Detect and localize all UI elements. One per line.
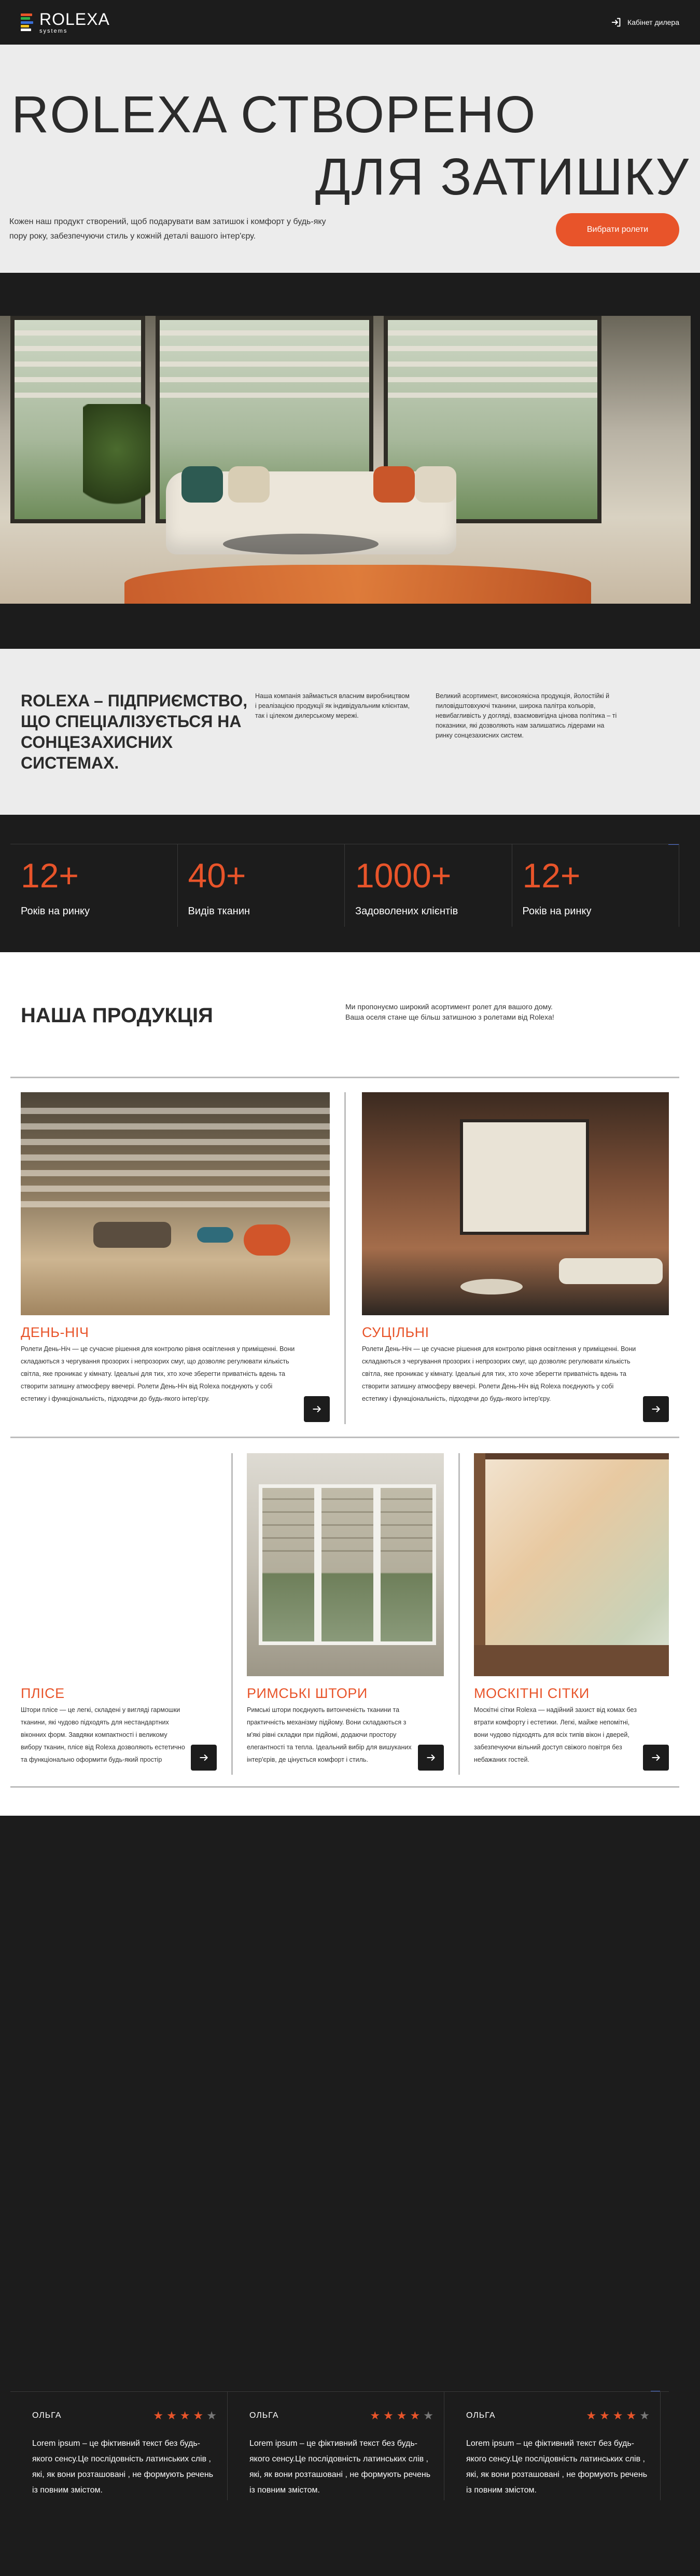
product-image bbox=[474, 1453, 669, 1676]
choose-blinds-button[interactable]: Вибрати ролети bbox=[556, 213, 679, 246]
about-text-column-1: Наша компанія займається власним виробництвом і реалізацією продукції як індивідуальним клієнтам, так і цілеком дилерському мережі. bbox=[255, 692, 410, 719]
review-card bbox=[444, 2391, 661, 2500]
star-icon: ★ bbox=[179, 2409, 190, 2422]
photo-coffee-table bbox=[223, 534, 379, 554]
dark-section bbox=[0, 1816, 700, 2391]
living-room-photo bbox=[0, 316, 691, 604]
arrow-right-icon bbox=[199, 1752, 209, 1763]
hero-photo-band bbox=[0, 273, 700, 649]
stat-label: Видів тканин bbox=[188, 906, 250, 917]
product-arrow-button[interactable] bbox=[191, 1745, 217, 1771]
stat-label: Задоволених клієнтів bbox=[355, 906, 458, 917]
product-arrow-button[interactable] bbox=[418, 1745, 444, 1771]
product-title: ДЕНЬ-НІЧ bbox=[21, 1325, 89, 1340]
star-icon: ★ bbox=[423, 2409, 433, 2422]
stat-item bbox=[512, 844, 680, 927]
star-icon: ★ bbox=[410, 2409, 421, 2422]
review-author: ОЛЬГА bbox=[249, 2411, 279, 2420]
divider-accent bbox=[668, 844, 679, 845]
stat-value: 12+ bbox=[21, 856, 79, 895]
product-description: Римські штори поєднують витонченість тканини та практичність механізму підйому. Вони складаються з м'які рівні складки при підйомі, додаючи простору елегантності та тепла. Ідеальний вибір для вишуканих інтер'єрів, де цінується комфорт і стиль. bbox=[247, 1706, 412, 1763]
stat-value: 1000+ bbox=[355, 856, 452, 895]
star-icon: ★ bbox=[626, 2409, 637, 2422]
product-title: ПЛІСЕ bbox=[21, 1686, 65, 1701]
stats-section bbox=[0, 815, 700, 952]
arrow-right-icon bbox=[426, 1752, 436, 1763]
star-icon: ★ bbox=[586, 2409, 597, 2422]
logo[interactable] bbox=[21, 11, 110, 34]
logo-subtitle: systems bbox=[39, 27, 68, 34]
section-divider bbox=[10, 1077, 679, 1078]
site-header bbox=[0, 0, 700, 45]
logo-name: ROLEXA bbox=[39, 9, 110, 29]
star-icon: ★ bbox=[206, 2409, 217, 2422]
dealer-cabinet-link[interactable] bbox=[611, 17, 679, 28]
product-card-roman[interactable] bbox=[247, 1453, 444, 1775]
product-arrow-button[interactable] bbox=[643, 1745, 669, 1771]
product-title: СУЦІЛЬНІ bbox=[362, 1325, 429, 1340]
review-text: Lorem ipsum – це фіктивний текст без будь-якого сенсу.Це послідовність латинських слів , які, як вони розташовані , не формують речень із повним змістом. bbox=[249, 2439, 431, 2495]
about-text-column-2: Великий асортимент, високоякісна продукція, йолостійкі й пиловідштовхуючі тканини, широка палітра кольорів, невибагливість у догляді, взаємовигідна цінова політика – ті показники, які дозволяють нам залишатись лідерами на ринку сонцезахисних систем. bbox=[436, 692, 617, 739]
card-divider bbox=[458, 1453, 460, 1775]
stat-item bbox=[177, 844, 345, 927]
about-section bbox=[0, 649, 700, 815]
review-text: Lorem ipsum – це фіктивний текст без будь-якого сенсу.Це послідовність латинських слів , які, як вони розташовані , не формують речень із повним змістом. bbox=[32, 2439, 214, 2495]
dealer-cabinet-label: Кабінет дилера bbox=[627, 18, 679, 26]
stat-item bbox=[344, 844, 512, 927]
logo-mark-icon bbox=[21, 13, 34, 31]
review-author: ОЛЬГА bbox=[466, 2411, 496, 2420]
product-card-solid[interactable] bbox=[362, 1092, 669, 1424]
product-image bbox=[362, 1092, 669, 1315]
star-icon: ★ bbox=[383, 2409, 394, 2422]
section-divider bbox=[10, 1437, 679, 1438]
products-title: НАША ПРОДУКЦІЯ bbox=[21, 1004, 213, 1027]
arrow-right-icon bbox=[312, 1404, 322, 1414]
star-icon: ★ bbox=[370, 2409, 381, 2422]
review-card bbox=[10, 2391, 227, 2500]
arrow-right-icon bbox=[651, 1752, 661, 1763]
star-icon: ★ bbox=[153, 2409, 164, 2422]
product-image bbox=[21, 1092, 330, 1315]
star-icon: ★ bbox=[639, 2409, 650, 2422]
card-divider bbox=[344, 1092, 346, 1424]
stat-label: Років на ринку bbox=[21, 906, 90, 917]
product-card-mosquito-net[interactable] bbox=[474, 1453, 669, 1775]
hero-section bbox=[0, 45, 700, 273]
hero-title-line-1: ROLEXA СТВОРЕНО bbox=[11, 86, 537, 144]
rating-stars bbox=[153, 2410, 217, 2421]
star-icon: ★ bbox=[612, 2409, 623, 2422]
product-description: Ролети День-Ніч — це сучасне рішення для контролю рівня освітлення у приміщенні. Вони складаються з чергування прозорих і непрозорих смуг, що дозволяє регулювати кількість світла, яке проникає у кімнату. Ідеальні для тих, хто хоче зберегти приватність вдень та створити затишну атмосферу ввечері. Ролети День-Ніч від Rolexa поєднують у собі естетику і функціональність, підходячи до будь-якого інтер'єру. bbox=[362, 1345, 636, 1402]
login-arrow-icon bbox=[611, 17, 622, 28]
hero-description: Кожен наш продукт створений, щоб подарувати вам затишок і комфорт у будь-яку пору року, забезпечуючи стиль у кожній деталі вашого інтер'єру. bbox=[9, 217, 326, 241]
review-text: Lorem ipsum – це фіктивний текст без будь-якого сенсу.Це послідовність латинських слів , які, як вони розташовані , не формують речень із повним змістом. bbox=[466, 2439, 648, 2495]
photo-rug bbox=[124, 565, 591, 604]
hero-title-line-2: ДЛЯ ЗАТИШКУ bbox=[315, 148, 690, 206]
review-author: ОЛЬГА bbox=[32, 2411, 62, 2420]
star-icon: ★ bbox=[396, 2409, 407, 2422]
products-section bbox=[0, 952, 700, 1816]
product-description: Москітні сітки Rolexa — надійний захист від комах без втрати комфорту і естетики. Легкі, майже непомітні, вони чудово підходять для всіх типів вікон і дверей, забезпечуючи вільний доступ свіжого повітря без небажаних гостей. bbox=[474, 1706, 637, 1763]
stat-label: Років на ринку bbox=[522, 906, 592, 917]
star-icon: ★ bbox=[166, 2409, 177, 2422]
photo-plant bbox=[83, 404, 150, 518]
about-title: ROLEXA – ПІДПРИЄМСТВО, ЩО СПЕЦІАЛІЗУЄТЬСЯ НА СОНЦЕЗАХИСНИХ СИСТЕМАХ. bbox=[21, 691, 248, 772]
stat-item bbox=[10, 844, 177, 927]
products-intro: Ми пропонуємо широкий асортимент ролет для вашого дому. Ваша оселя стане ще більш затишною з ролетами від Rolexa! bbox=[345, 1002, 554, 1021]
card-divider bbox=[231, 1453, 233, 1775]
rating-stars bbox=[370, 2410, 433, 2421]
product-card-day-night[interactable] bbox=[21, 1092, 330, 1424]
star-icon: ★ bbox=[599, 2409, 610, 2422]
stat-value: 40+ bbox=[188, 856, 246, 895]
stat-value: 12+ bbox=[522, 856, 581, 895]
product-image-empty bbox=[21, 1453, 217, 1676]
product-title: РИМСЬКІ ШТОРИ bbox=[247, 1686, 368, 1701]
star-icon: ★ bbox=[193, 2409, 204, 2422]
review-card bbox=[227, 2391, 444, 2500]
arrow-right-icon bbox=[651, 1404, 661, 1414]
rating-stars bbox=[586, 2410, 650, 2421]
reviews-section bbox=[0, 2391, 700, 2550]
product-arrow-button[interactable] bbox=[643, 1396, 669, 1422]
product-card-pleated[interactable] bbox=[21, 1453, 217, 1775]
product-arrow-button[interactable] bbox=[304, 1396, 330, 1422]
product-description: Штори плісе — це легкі, складені у вигляді гармошки тканини, які чудово підходять для нестандартних віконних форм. Завдяки компактності і великому вибору тканин, плісе від Rolexa дозволяють естетично та функціонально оформити будь-який простір bbox=[21, 1706, 185, 1763]
product-image bbox=[247, 1453, 444, 1676]
product-description: Ролети День-Ніч — це сучасне рішення для контролю рівня освітлення у приміщенні. Вони складаються з чергування прозорих і непрозорих смуг, що дозволяє регулювати кількість світла, яке проникає у кімнату. Ідеальні для тих, хто хоче зберегти приватність вдень та створити затишну атмосферу ввечері. Ролети День-Ніч від Rolexa поєднують у собі естетику і функціональність, підходячи до будь-якого інтер'єру. bbox=[21, 1345, 295, 1402]
section-divider bbox=[10, 1786, 679, 1788]
product-title: МОСКІТНІ СІТКИ bbox=[474, 1686, 590, 1701]
